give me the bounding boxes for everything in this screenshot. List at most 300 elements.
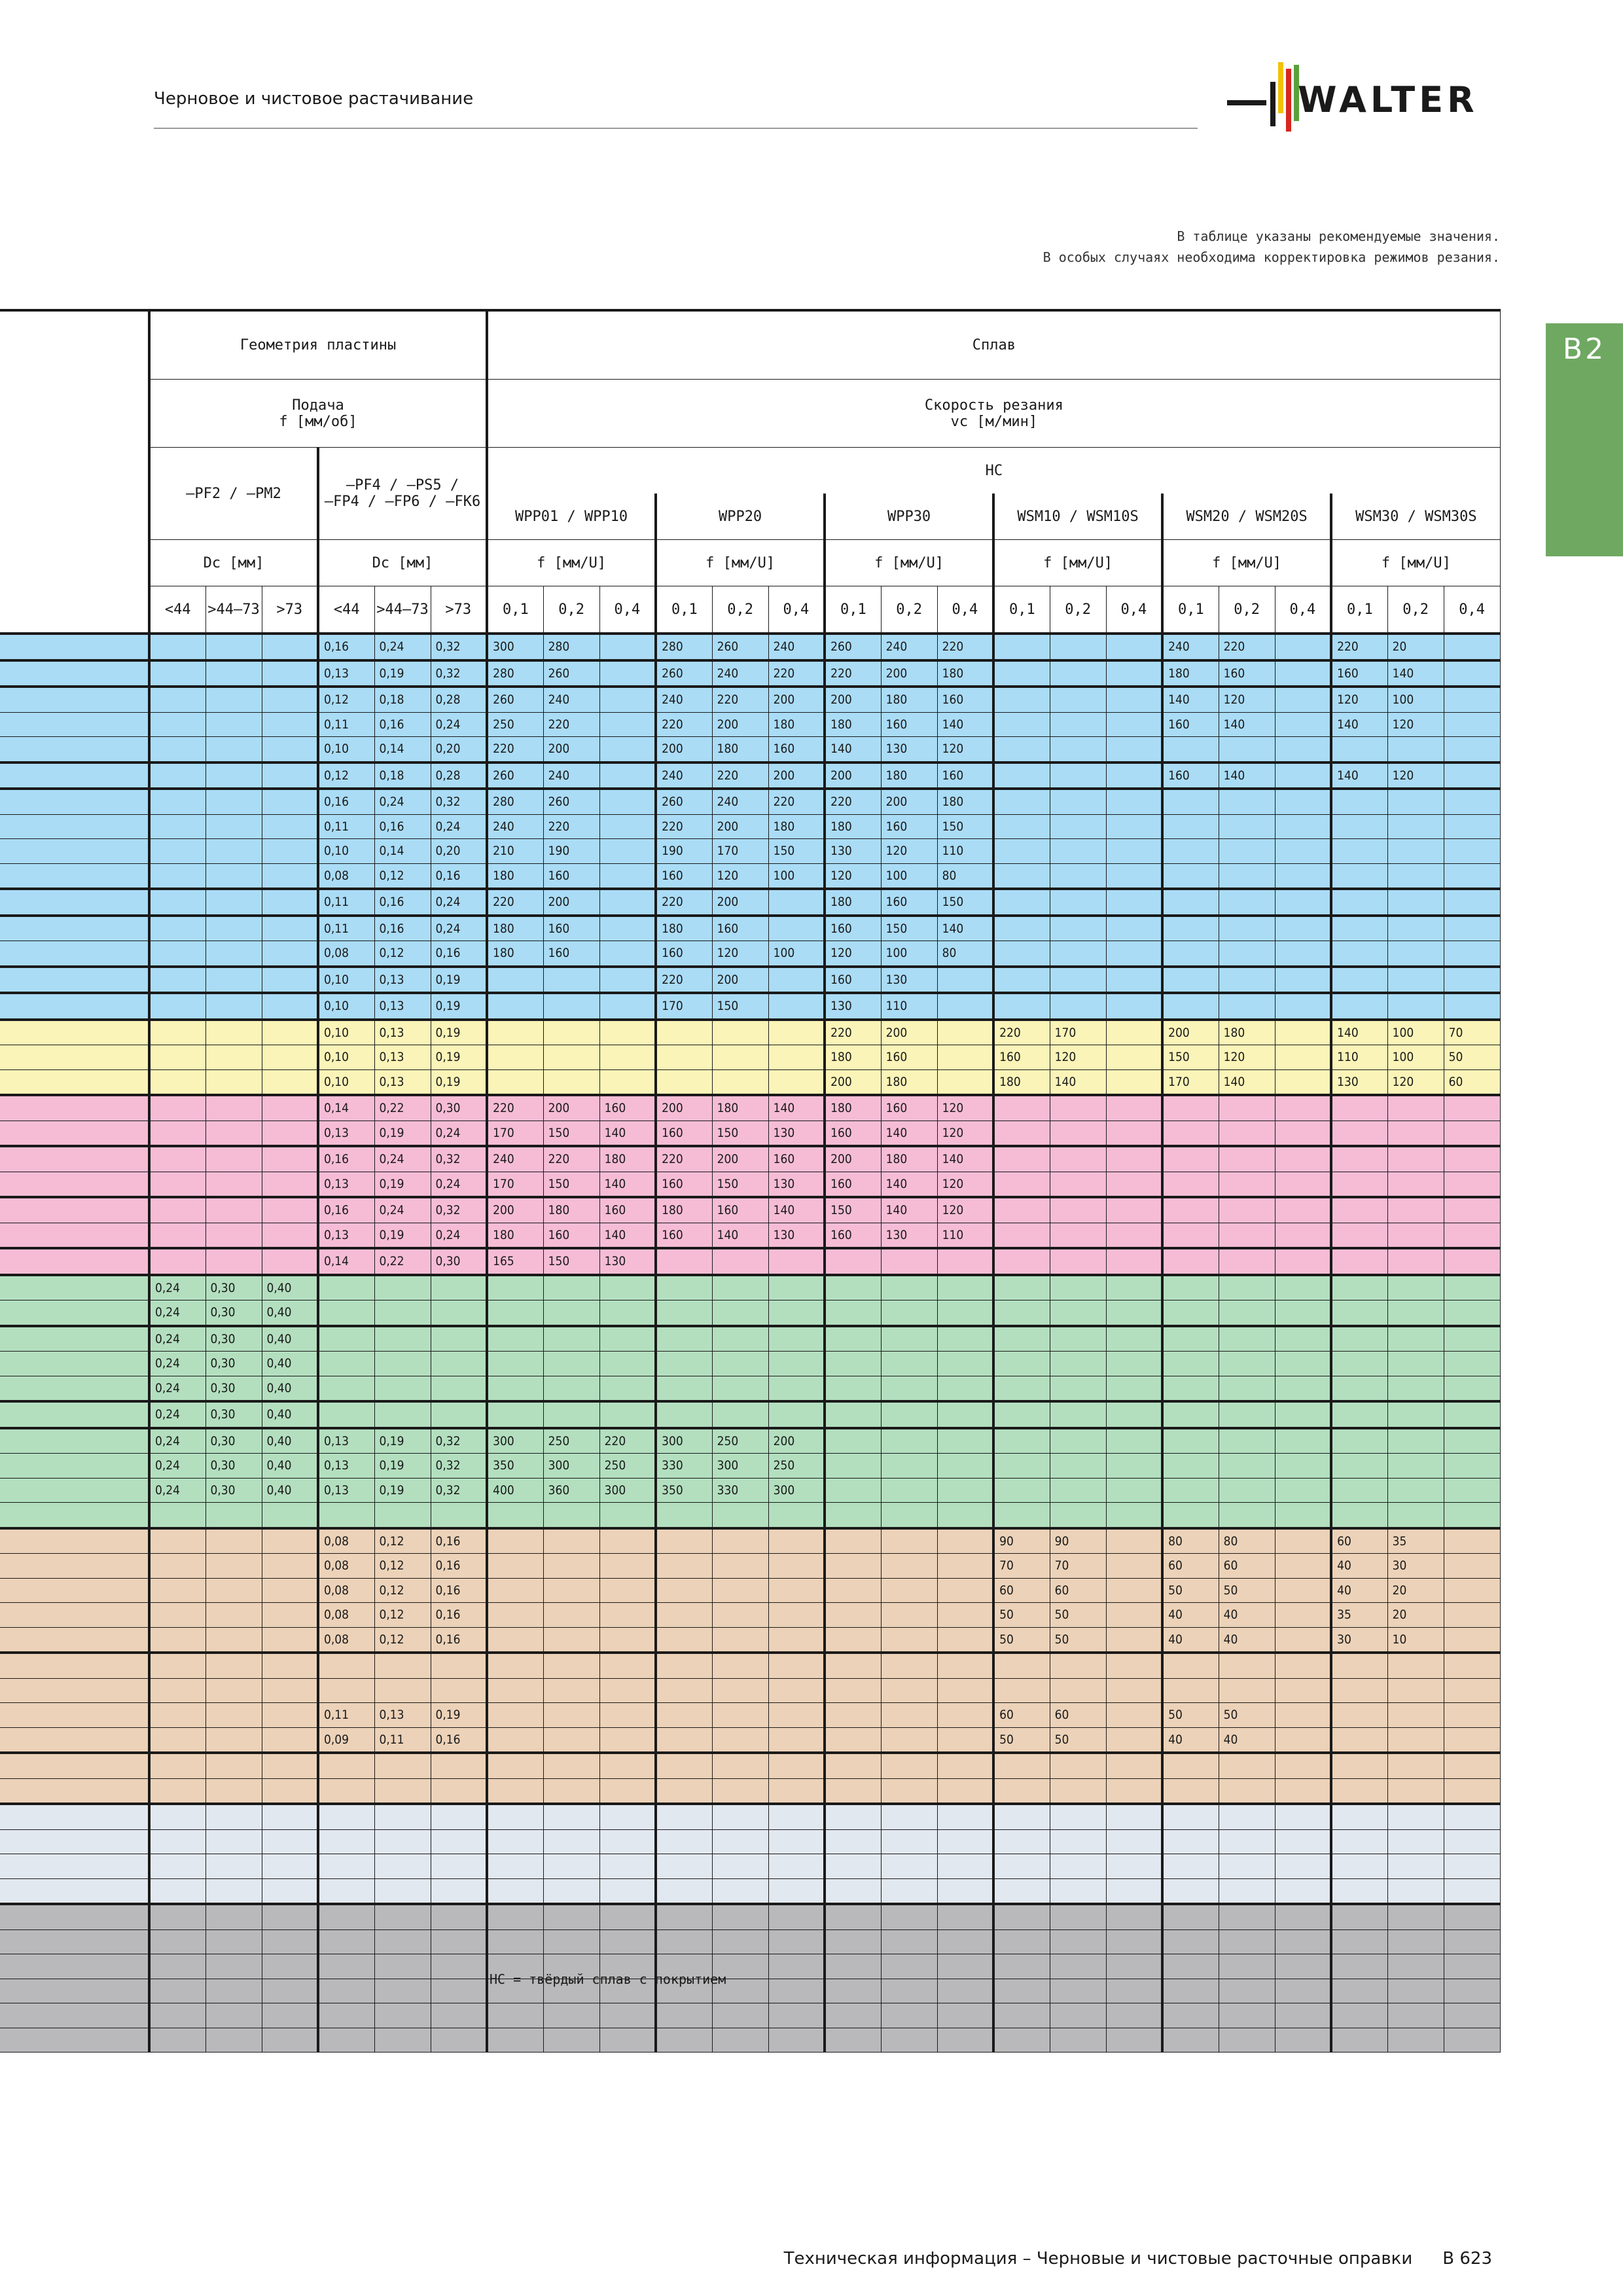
table-cell <box>1444 1428 1500 1454</box>
table-cell: 60 <box>1050 1578 1106 1603</box>
table-cell <box>1444 1778 1500 1804</box>
table-cell <box>993 1979 1050 2003</box>
table-cell: 0,08 <box>318 863 374 889</box>
table-cell <box>1219 1300 1275 1326</box>
table-cell: 200 <box>712 1146 768 1172</box>
table-cell <box>881 1703 937 1728</box>
table-cell <box>1387 2003 1444 2028</box>
table-cell <box>1331 1401 1387 1428</box>
table-cell <box>205 863 262 889</box>
table-cell <box>1275 1627 1331 1653</box>
table-cell: 80 <box>1162 1528 1219 1554</box>
table-cell: 0,12 <box>374 1578 431 1603</box>
table-cell <box>262 660 318 687</box>
table-cell <box>768 2003 825 2028</box>
table-cell: 200 <box>825 1146 881 1172</box>
table-cell: 220 <box>543 814 599 839</box>
table-cell: 0,19 <box>374 660 431 687</box>
table-cell <box>1162 1954 1219 1979</box>
table-cell: 300 <box>712 1454 768 1479</box>
table-cell <box>1106 1376 1162 1401</box>
table-cell: 0,10 <box>318 839 374 864</box>
row-label <box>0 789 149 814</box>
table-cell <box>374 1503 431 1528</box>
table-cell: 240 <box>712 660 768 687</box>
f-unit-label: f [мм/U] <box>825 540 993 586</box>
table-cell: 110 <box>937 1223 993 1248</box>
table-cell: 0,10 <box>318 967 374 994</box>
table-cell: 0,11 <box>318 1703 374 1728</box>
table-cell <box>993 1223 1050 1248</box>
table-cell <box>262 1528 318 1554</box>
table-cell <box>1387 1478 1444 1503</box>
table-cell <box>1162 1095 1219 1121</box>
row-label <box>0 1045 149 1070</box>
table-cell <box>1444 993 1500 1020</box>
table-cell <box>1219 1804 1275 1829</box>
table-cell <box>149 1804 205 1829</box>
row-label <box>0 1326 149 1352</box>
table-cell <box>262 1069 318 1095</box>
table-cell <box>1162 814 1219 839</box>
table-cell: 130 <box>768 1223 825 1248</box>
table-cell <box>1275 1829 1331 1854</box>
table-cell <box>205 1778 262 1804</box>
table-cell <box>205 967 262 994</box>
table-cell: 0,30 <box>205 1401 262 1428</box>
table-cell <box>993 1804 1050 1829</box>
table-cell <box>1444 1275 1500 1300</box>
table-cell <box>262 1929 318 1954</box>
table-cell <box>656 1753 712 1778</box>
row-label <box>0 660 149 687</box>
table-cell <box>431 1653 487 1678</box>
table-cell <box>1444 967 1500 994</box>
table-cell <box>374 1352 431 1376</box>
table-cell <box>149 1703 205 1728</box>
table-cell <box>599 863 656 889</box>
table-cell: 40 <box>1219 1603 1275 1628</box>
table-cell <box>1106 967 1162 994</box>
table-cell: 0,16 <box>374 814 431 839</box>
table-row <box>0 1904 1500 1929</box>
table-cell: 0,24 <box>431 1121 487 1146</box>
table-cell <box>1219 1829 1275 1854</box>
table-cell: 140 <box>768 1197 825 1223</box>
section-tab[interactable] <box>1546 323 1623 556</box>
table-cell: 150 <box>937 889 993 916</box>
table-cell <box>205 660 262 687</box>
table-cell <box>881 1678 937 1703</box>
table-cell <box>1275 1727 1331 1753</box>
table-cell <box>1387 1703 1444 1728</box>
table-cell <box>1275 1753 1331 1778</box>
table-cell <box>205 1727 262 1753</box>
geom2-header <box>318 448 487 540</box>
row-label <box>0 1703 149 1728</box>
table-cell <box>1275 2003 1331 2028</box>
table-cell: 0,30 <box>205 1300 262 1326</box>
table-cell <box>262 1979 318 2003</box>
table-row <box>0 814 1500 839</box>
table-cell <box>993 1753 1050 1778</box>
table-cell <box>768 1376 825 1401</box>
table-cell: 80 <box>937 863 993 889</box>
table-cell: 100 <box>1387 1020 1444 1045</box>
table-cell <box>487 1020 543 1045</box>
table-cell <box>656 1248 712 1275</box>
table-cell <box>1219 1878 1275 1904</box>
table-cell <box>431 1804 487 1829</box>
row-label <box>0 863 149 889</box>
row-label <box>0 712 149 737</box>
table-cell <box>543 1603 599 1628</box>
table-cell <box>1050 1223 1106 1248</box>
table-cell <box>1444 1401 1500 1428</box>
table-cell: 240 <box>656 762 712 789</box>
table-cell <box>1162 1300 1219 1326</box>
table-cell: 60 <box>993 1703 1050 1728</box>
table-cell <box>205 839 262 864</box>
f-unit-label: f [мм/U] <box>1331 540 1500 586</box>
table-cell <box>768 889 825 916</box>
blank-corner-6 <box>0 586 149 634</box>
table-cell: 160 <box>1162 712 1219 737</box>
f-value-header: 0,4 <box>1444 586 1500 634</box>
table-cell <box>993 1954 1050 1979</box>
table-cell <box>937 1069 993 1095</box>
table-cell <box>1275 1804 1331 1829</box>
table-cell <box>374 1275 431 1300</box>
table-cell: 140 <box>881 1172 937 1197</box>
footer-text: Техническая информация – Черновые и чистовые расточные оправки <box>783 2249 1413 2269</box>
table-cell: 0,16 <box>374 916 431 941</box>
table-cell: 260 <box>543 660 599 687</box>
table-cell <box>1106 2003 1162 2028</box>
table-cell <box>1275 1275 1331 1300</box>
table-cell: 130 <box>768 1121 825 1146</box>
table-cell <box>1162 1376 1219 1401</box>
table-cell: 180 <box>487 916 543 941</box>
table-cell <box>768 1929 825 1954</box>
table-cell: 200 <box>487 1197 543 1223</box>
table-cell <box>262 1121 318 1146</box>
table-row <box>0 1248 1500 1275</box>
table-cell <box>599 1326 656 1352</box>
table-cell: 160 <box>825 1172 881 1197</box>
table-cell <box>599 1804 656 1829</box>
walter-logo <box>1227 62 1502 134</box>
row-label <box>0 1904 149 1929</box>
row-label <box>0 941 149 967</box>
table-cell <box>1331 993 1387 1020</box>
table-cell: 250 <box>487 712 543 737</box>
table-cell <box>937 1829 993 1854</box>
table-cell <box>599 1045 656 1070</box>
table-cell <box>1106 687 1162 712</box>
table-cell: 0,16 <box>318 1146 374 1172</box>
table-cell <box>205 634 262 660</box>
table-cell <box>1162 1753 1219 1778</box>
table-cell: 30 <box>1331 1627 1387 1653</box>
table-cell <box>937 1352 993 1376</box>
table-cell <box>205 1554 262 1579</box>
table-cell <box>149 1627 205 1653</box>
table-cell: 220 <box>825 789 881 814</box>
table-cell <box>656 1352 712 1376</box>
table-cell: 110 <box>937 839 993 864</box>
table-cell <box>149 889 205 916</box>
alloy-header: Сплав <box>487 310 1500 380</box>
table-cell <box>1050 889 1106 916</box>
table-cell <box>1444 762 1500 789</box>
table-cell: 40 <box>1331 1554 1387 1579</box>
table-cell <box>712 2028 768 2053</box>
table-row <box>0 889 1500 916</box>
table-row <box>0 1045 1500 1070</box>
table-cell <box>543 1727 599 1753</box>
table-cell: 400 <box>487 1478 543 1503</box>
table-cell <box>768 1045 825 1070</box>
table-cell <box>1162 889 1219 916</box>
table-cell <box>318 2003 374 2028</box>
table-cell <box>1106 789 1162 814</box>
table-cell <box>543 1804 599 1829</box>
table-cell: 0,30 <box>205 1352 262 1376</box>
table-cell <box>1106 1045 1162 1070</box>
table-cell <box>599 1376 656 1401</box>
table-cell <box>1219 967 1275 994</box>
table-cell: 160 <box>656 1223 712 1248</box>
blank-corner-3 <box>0 448 149 494</box>
row-label <box>0 1578 149 1603</box>
table-cell: 300 <box>487 634 543 660</box>
table-cell: 0,08 <box>318 941 374 967</box>
table-cell <box>1219 737 1275 762</box>
table-cell <box>149 1146 205 1172</box>
table-cell: 260 <box>487 762 543 789</box>
table-cell <box>1050 863 1106 889</box>
table-cell <box>937 1503 993 1528</box>
table-cell <box>431 1503 487 1528</box>
table-cell <box>1106 1095 1162 1121</box>
table-row <box>0 1878 1500 1904</box>
table-cell <box>374 1878 431 1904</box>
table-cell <box>937 1929 993 1954</box>
table-cell <box>1275 1248 1331 1275</box>
table-cell <box>262 1172 318 1197</box>
table-cell <box>1106 1804 1162 1829</box>
table-cell <box>1219 1778 1275 1804</box>
table-cell <box>993 2028 1050 2053</box>
table-cell <box>431 1678 487 1703</box>
table-cell <box>937 1778 993 1804</box>
table-cell <box>318 1326 374 1352</box>
table-row <box>0 1275 1500 1300</box>
table-cell <box>712 1703 768 1728</box>
table-cell <box>1106 839 1162 864</box>
table-cell <box>1387 1878 1444 1904</box>
table-cell: 0,20 <box>431 737 487 762</box>
table-cell <box>1331 1778 1387 1804</box>
table-cell <box>825 1753 881 1778</box>
table-cell: 180 <box>825 712 881 737</box>
table-cell: 0,16 <box>431 1578 487 1603</box>
table-cell <box>881 1979 937 2003</box>
table-cell <box>374 1954 431 1979</box>
table-cell <box>431 1954 487 1979</box>
row-label <box>0 1753 149 1778</box>
table-cell <box>712 1352 768 1376</box>
table-cell <box>543 967 599 994</box>
table-cell <box>1444 1554 1500 1579</box>
table-cell <box>543 1376 599 1401</box>
table-cell <box>1275 1678 1331 1703</box>
table-cell <box>656 1300 712 1326</box>
table-cell: 90 <box>993 1528 1050 1554</box>
table-cell: 100 <box>881 941 937 967</box>
table-cell: 140 <box>881 1197 937 1223</box>
table-cell: 0,16 <box>431 1627 487 1653</box>
table-cell <box>881 1578 937 1603</box>
table-cell <box>1387 839 1444 864</box>
table-cell <box>149 1554 205 1579</box>
table-cell <box>1275 1478 1331 1503</box>
table-cell <box>487 1703 543 1728</box>
table-cell <box>1444 1727 1500 1753</box>
table-cell: 180 <box>712 737 768 762</box>
table-cell <box>1050 814 1106 839</box>
table-cell <box>599 1778 656 1804</box>
table-cell <box>262 1095 318 1121</box>
table-cell: 100 <box>768 863 825 889</box>
table-cell: 0,14 <box>374 737 431 762</box>
table-cell <box>543 2003 599 2028</box>
table-cell: 130 <box>768 1172 825 1197</box>
table-cell <box>1387 1376 1444 1401</box>
table-cell <box>1050 687 1106 712</box>
table-cell <box>993 1854 1050 1879</box>
table-cell <box>543 1401 599 1428</box>
table-cell <box>1387 1454 1444 1479</box>
table-cell <box>1162 1428 1219 1454</box>
table-cell <box>262 712 318 737</box>
table-cell <box>374 1929 431 1954</box>
table-cell <box>543 1503 599 1528</box>
table-cell <box>1050 1929 1106 1954</box>
table-cell <box>656 1778 712 1804</box>
table-cell <box>768 1753 825 1778</box>
table-cell <box>1444 2003 1500 2028</box>
table-cell <box>205 789 262 814</box>
f-value-header: 0,1 <box>487 586 543 634</box>
table-cell <box>1050 1326 1106 1352</box>
table-cell <box>487 1854 543 1879</box>
row-label <box>0 1069 149 1095</box>
table-cell <box>149 1503 205 1528</box>
table-cell <box>1387 863 1444 889</box>
table-cell <box>431 2003 487 2028</box>
table-cell: 0,13 <box>374 1045 431 1070</box>
table-cell: 140 <box>599 1172 656 1197</box>
table-cell: 0,24 <box>149 1401 205 1428</box>
table-cell <box>149 1172 205 1197</box>
table-cell <box>1331 1854 1387 1879</box>
table-cell: 0,24 <box>149 1478 205 1503</box>
table-cell <box>712 1248 768 1275</box>
table-cell <box>1219 1979 1275 2003</box>
table-cell: 0,24 <box>374 1197 431 1223</box>
table-cell <box>1275 1603 1331 1628</box>
table-cell <box>262 1554 318 1579</box>
table-cell: 0,24 <box>149 1326 205 1352</box>
table-cell: 110 <box>1331 1045 1387 1070</box>
table-row <box>0 1753 1500 1778</box>
table-cell <box>1050 2028 1106 2053</box>
table-cell <box>205 941 262 967</box>
table-cell <box>937 993 993 1020</box>
table-cell <box>1050 1275 1106 1300</box>
table-cell <box>205 1653 262 1678</box>
table-cell <box>149 839 205 864</box>
table-cell: 200 <box>768 762 825 789</box>
table-cell <box>1219 1121 1275 1146</box>
table-cell: 60 <box>1331 1528 1387 1554</box>
table-cell <box>1162 1172 1219 1197</box>
table-row <box>0 916 1500 941</box>
table-cell: 50 <box>993 1603 1050 1628</box>
table-cell: 0,24 <box>431 1223 487 1248</box>
table-cell: 300 <box>543 1454 599 1479</box>
table-cell <box>318 1954 374 1979</box>
table-cell <box>825 1854 881 1879</box>
row-label <box>0 687 149 712</box>
table-cell <box>1275 1904 1331 1929</box>
table-cell: 120 <box>937 1172 993 1197</box>
table-cell <box>1387 1095 1444 1121</box>
table-cell <box>1219 2003 1275 2028</box>
table-cell: 40 <box>1219 1627 1275 1653</box>
table-cell <box>1162 1804 1219 1829</box>
table-cell <box>881 1829 937 1854</box>
table-cell <box>318 2028 374 2053</box>
table-cell <box>487 1554 543 1579</box>
table-cell <box>1331 1197 1387 1223</box>
table-cell: 160 <box>543 941 599 967</box>
table-row <box>0 2003 1500 2028</box>
table-cell <box>1162 916 1219 941</box>
table-cell <box>1331 1878 1387 1904</box>
table-cell: 200 <box>881 789 937 814</box>
table-cell <box>1275 889 1331 916</box>
table-cell <box>881 1554 937 1579</box>
table-cell <box>1444 1653 1500 1678</box>
table-cell: 180 <box>825 1095 881 1121</box>
table-cell: 240 <box>1162 634 1219 660</box>
row-label <box>0 1020 149 1045</box>
table-row <box>0 762 1500 789</box>
table-cell <box>543 1578 599 1603</box>
table-cell <box>599 762 656 789</box>
table-cell: 220 <box>599 1428 656 1454</box>
table-cell <box>1219 1478 1275 1503</box>
table-cell <box>1331 1300 1387 1326</box>
f-value-header: 0,2 <box>543 586 599 634</box>
table-cell: 140 <box>881 1121 937 1146</box>
table-cell: 200 <box>656 737 712 762</box>
table-cell <box>712 1878 768 1904</box>
table-cell: 0,13 <box>318 1454 374 1479</box>
